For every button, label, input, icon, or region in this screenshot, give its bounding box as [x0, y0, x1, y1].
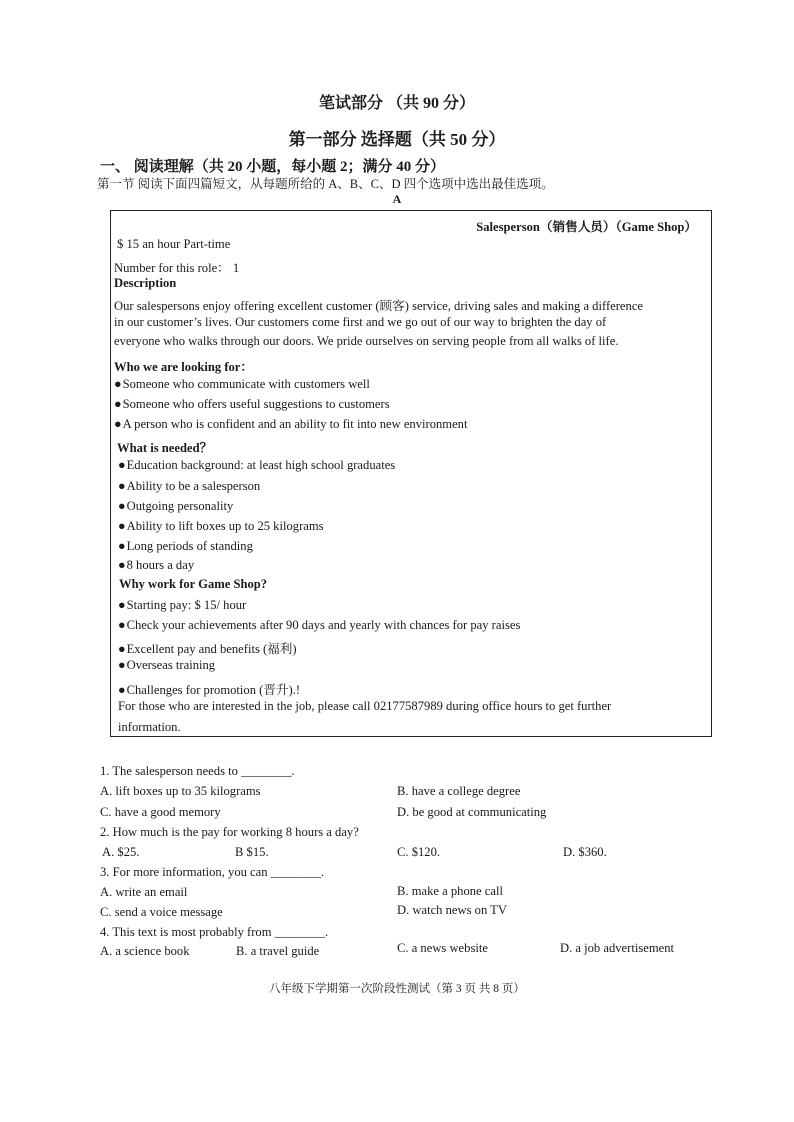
question-option: C. $120.: [397, 845, 441, 859]
page-footer: 八年级下学期第一次阶段性测试（第 3 页 共 8 页）: [269, 983, 525, 995]
question-stem: 2. How much is the pay for working 8 hours a day?: [100, 825, 359, 839]
job-ad-box: [110, 210, 712, 737]
section-heading: 一、 阅读理解（共 20 小题，每小题 2；满分 40 分）: [100, 159, 446, 175]
description-line: Our salespersons enjoy offering excellent customer (顾客) service, driving sales and making a difference: [114, 299, 643, 313]
looking-item: ● Someone who communicate with customers well: [114, 377, 370, 392]
question-stem: 4. This text is most probably from ________.: [100, 925, 329, 939]
why-item: ● Starting pay: $ 15/ hour: [118, 598, 246, 613]
ad-number-line: Number for this role： 1: [114, 261, 240, 275]
ad-title: Salesperson（销售人员）（Game Shop）: [476, 220, 697, 234]
needed-item: ● Ability to be a salesperson: [118, 479, 260, 494]
part-title: 第一部分 选择题（共 50 分）: [288, 130, 506, 149]
question-stem: 1. The salesperson needs to ________.: [100, 764, 295, 778]
looking-item: ● Someone who offers useful suggestions to customers: [114, 397, 390, 412]
description-heading: Description: [114, 276, 177, 290]
question-option: C. send a voice message: [100, 905, 223, 919]
needed-item: ● Long periods of standing: [118, 539, 253, 554]
question-option: A. lift boxes up to 35 kilograms: [100, 784, 261, 798]
why-item: ● Check your achievements after 90 days and yearly with chances for pay raises: [118, 618, 520, 633]
needed-item: ● Ability to lift boxes up to 25 kilograms: [118, 519, 324, 534]
why-heading: Why work for Game Shop?: [119, 577, 268, 591]
question-option: C. have a good memory: [100, 805, 221, 819]
passage-label: A: [392, 192, 402, 206]
closing-line: For those who are interested in the job, please call 02177587989 during office hours to get further: [118, 699, 612, 713]
needed-item: ● 8 hours a day: [118, 558, 194, 573]
question-option: B. have a college degree: [397, 784, 521, 798]
description-line: in our customer’s lives. Our customers come first and we go out of our way to brighten the day of: [114, 315, 607, 329]
why-item: ● Challenges for promotion (晋升).!: [118, 679, 300, 698]
question-option: A. $25.: [102, 845, 140, 859]
question-option: A. write an email: [100, 885, 188, 899]
question-option: C. a news website: [397, 941, 488, 955]
question-option: B. a travel guide: [236, 944, 320, 958]
question-option: D. watch news on TV: [397, 903, 507, 917]
why-item: ● Excellent pay and benefits (福利): [118, 638, 297, 657]
question-option: D. a job advertisement: [560, 941, 675, 955]
question-option: A. a science book: [100, 944, 190, 958]
question-option: B $15.: [235, 845, 269, 859]
needed-item: ● Education background: at least high school graduates: [118, 458, 395, 473]
looking-item: ● A person who is confident and an ability to fit into new environment: [114, 417, 467, 432]
needed-item: ● Outgoing personality: [118, 499, 233, 514]
exam-title: 笔试部分 （共 90 分）: [318, 95, 475, 112]
question-stem: 3. For more information, you can ________.: [100, 865, 325, 879]
question-option: B. make a phone call: [397, 884, 503, 898]
looking-heading: Who we are looking for：: [114, 360, 253, 374]
ad-pay-line: $ 15 an hour Part-time: [117, 237, 231, 251]
description-line: everyone who walks through our doors. We pride ourselves on serving people from all walks of life.: [114, 334, 619, 348]
closing-line: information.: [118, 720, 181, 734]
why-item: ● Overseas training: [118, 658, 215, 673]
question-option: D. be good at communicating: [397, 805, 547, 819]
instruction-text: 第一节 阅读下面四篇短文，从每题所给的 A、B、C、D 四个选项中选出最佳选项。: [97, 177, 554, 191]
needed-heading: What is needed？: [117, 441, 213, 455]
question-option: D. $360.: [563, 845, 607, 859]
